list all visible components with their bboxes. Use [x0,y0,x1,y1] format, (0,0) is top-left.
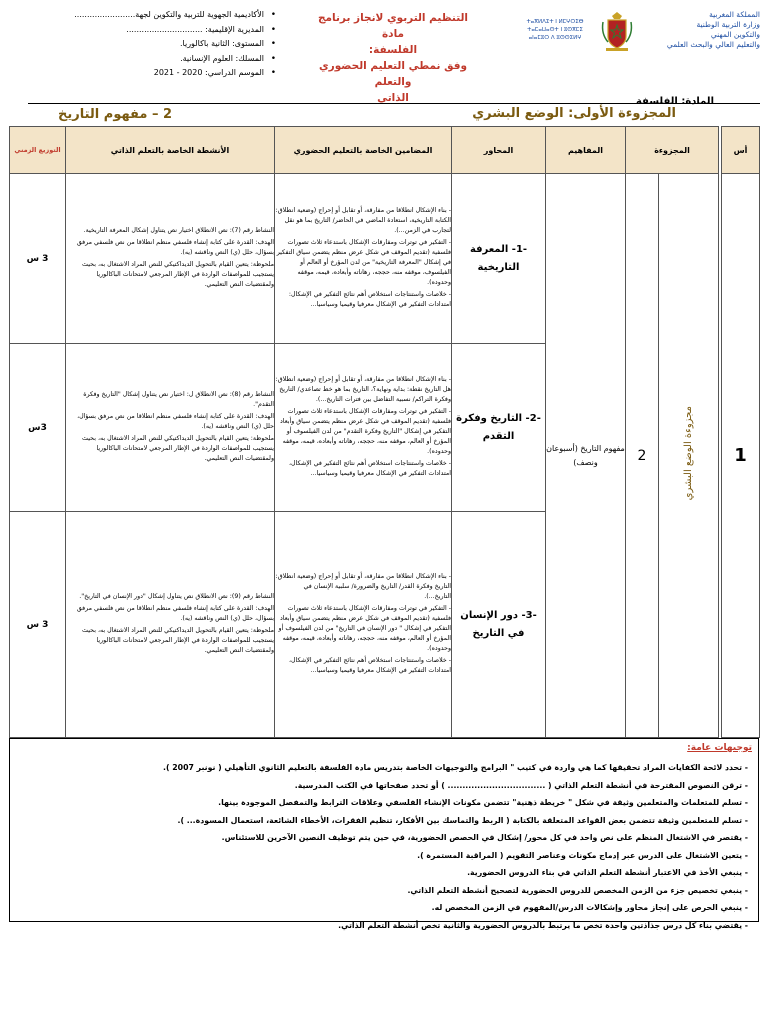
header-info-list [20,8,278,81]
coat-of-arms-icon [600,8,634,52]
guidance-item: - ينبغي تخصيص جزء من الزمن المخصص للدروس الحضورية لتصحيح أنشطة التعلم الذاتي. [407,885,748,895]
header-activities: الأنشطة الخاصة بالتعلم الذاتي [66,127,275,174]
activity-cell [66,512,275,738]
activity-paragraph: ملحوظة: يتعين القيام بالتحويل الديداكتيكي للنص المراد الاشتغال به، بحيث يستجيب للمواصفات الواردة في الإطار المرجعي لامتحانات الباكالوريا ولمقتضيات النص التعليمي. [82,434,274,462]
content-paragraph: - خلاصات واستنتاجات استخلاص أهم نتائج التفكير في الإشكال، امتدادات التفكير في الإشكال معرفيا وقيميا وسياسيا... [288,656,451,674]
content-paragraph: - التفكير في توترات ومفارقات الإشكال باستدعاء ثلاث تصورات فلسفية (تقديم الموقف في شكل عرض منظم يتضمن سياق التفكير في إشكال "المعرفة التاريخية" من لدن المؤرخ أو العالم أو الفيلسوف، موقفه منه، حججه، رهاناته وأبعاده، قيمه، موقفه وحدوده). [276,238,451,286]
document-title [308,10,478,106]
header-time: التوزيع الزمني [10,127,66,174]
content-paragraph: - خلاصات واستنتاجات استخلاص أهم نتائج التفكير في الإشكال، امتدادات التفكير في الإشكال معرفيا وقيميا وسياسيا... [288,459,451,477]
ministry-line: المملكة المغربية [709,10,760,19]
info-academy: • الأكاديمية الجهوية للتربية والتكوين لجهة........................ [20,8,278,23]
subject-label: المادة: الفلسفة [635,96,714,107]
guidance-item: - يقتضي بناء كل درس جذاذتين واحدة تخص ما يرتبط بالدروس الحضورية والثانية تخص أنشطة التعلم الذاتي. [338,920,748,930]
header-spacer [719,127,722,174]
content-paragraph: - بناء الإشكال انطلاقا من مفارقة، أو تقابل أو إحراج (وضعية انطلاق: هل التاريخ نقطة: بداية ونهاية؟، التاريخ بما هو خط تصاعدي/ التاريخ وفكرة التراكم/ نسبية التفاضل بين فترات التاريخ...). [275,375,451,403]
info-season: • الموسم الدراسي: 2020 - 2021 [20,66,278,81]
header-week: أس [722,127,760,174]
module-label: مجزوءة الوضع البشري [683,406,695,501]
info-track: • المسلك: العلوم الإنسانية. [20,52,278,67]
content-cell [275,174,452,344]
activity-paragraph: ملحوظة: يتعين القيام بالتحويل الديداكتيكي للنص المراد الاشتغال به، بحيث يستجيب للمواصفات الواردة في الإطار المرجعي لامتحانات الباكالوريا ولمقتضيات النص التعليمي. [82,626,274,654]
axis-cell: -3- دور الإنسان في التاريخ [452,512,546,738]
title-line: الذاتي [377,92,409,104]
guidance-item: - ينبغي الحرص على إنجاز محاور وإشكالات الدرس/المفهوم في الزمن المخصص له. [431,903,748,912]
activity-paragraph: الهدف: القدرة على كتابة إنشاء فلسفي منظم انطلاقا من نص فلسفي مرفق بسؤال، حلل (ي) النص وناقشه (يه). [76,238,274,256]
header-module: المجزوءة [626,127,719,174]
time-cell: 3 س [10,512,66,738]
lesson-title: 2 – مفهوم التاريخ [58,107,173,122]
time-cell: 3 س [10,174,66,344]
guidance-item: - ينبغي الأخذ في الاعتبار أنشطة التعلم الذاتي في بناء الدروس الحضورية. [467,868,748,877]
guidance-item: - ترقن النصوص المقترحة في أنشطة التعلم الذاتي ( ................................. ) أو تحدد صفحاتها في الكتب المدرسية. [294,780,748,790]
module-cell [659,174,719,738]
activity-paragraph: النشاط رقم (7): نص الانطلاق اختيار نص يتناول إشكال المعرفة التاريخية. [83,226,274,234]
content-paragraph: - بناء الإشكال انطلاقا من مفارقة، أو تقابل أو إحراج (وضعية انطلاق: التاريخ وفكرة القدر/ التاريخ والضرورة/ سلبية الإنسان في التاريخ...). [275,572,451,600]
activity-paragraph: ملحوظة: يتعين القيام بالتحويل الديداكتيكي للنص المراد الاشتغال به، بحيث يستجيب للمواصفات الواردة في الإطار المرجعي لامتحانات الباكالوريا ولمقتضيات النص التعليمي. [82,260,274,288]
guidance-item: - يقتصر في الاشتغال المنظم على نص واحد في كل محور/ إشكال في الحصص الحضورية، في حين يتم توظيف النصين الآخرين للاستئناس. [221,833,748,842]
module-title: المجزوءة الأولى: الوضع البشري [472,106,676,121]
info-directorate: • المديرية الإقليمية: .............................. [20,23,278,38]
week-number: 1 [722,174,760,738]
title-line: الفلسفة: [368,44,418,56]
ministry-line: وزارة التربية الوطنية [696,20,760,29]
axis-cell: -2- التاريخ وفكرة التقدم [452,344,546,512]
tifinagh-line: ⵜⴰⴳⵍⴷⵉⵜ ⵏ ⵍⵎⵖⵔⵉⴱ [526,19,584,25]
time-cell: 3س [10,344,66,512]
content-paragraph: - بناء الإشكال انطلاقا من مفارقة، أو تقابل أو إحراج (وضعية انطلاق: الكتابة التاريخية، استعادة الماضي في الحاضر/ التاريخ بما هو نقل لتجارب في الزمن...). [275,206,451,234]
activity-paragraph: الهدف: القدرة على كتابة إنشاء فلسفي منظم انطلاقا من نص مرفق بسؤال، حلل (ي) النص وناقشه (يه). [77,412,274,430]
guidance-title: توجيهات عامة: [687,743,752,753]
ministry-line: والتعليم العالي والبحث العلمي [666,40,760,49]
divider [28,103,760,104]
table-header-row [10,127,760,174]
header-concepts: المفاهيم [546,127,626,174]
concept-cell: مفهوم التاريخ (أسبوعان ونصف) [546,174,626,738]
guidance-item: - يتعين الاشتغال على الدرس عبر إدماج مكونات وعناصر التقويم ( المراقبة المستمرة ). [417,850,748,860]
activity-cell [66,344,275,512]
guidance-item: - تسلم للمتعلمين وثيقة تتضمن بعض القواعد المتعلقة بالكتابة ( الربط والتماسك بين الأفكار، تنظيم الفقرات، الأخطاء الشائعة، استعمال المسودة... ). [177,815,748,825]
planning-table [9,126,760,738]
ministry-line: والتكوين المهني [710,30,760,39]
module-number: 2 [626,174,659,738]
table-row [10,174,760,344]
activity-paragraph: الهدف: القدرة على كتابة إنشاء فلسفي منظم انطلاقا من نص فلسفي مرفق بسؤال، حلل (ي) النص وناقشه (يه). [76,604,274,622]
tifinagh-block [514,18,596,42]
info-level: • المستوى: الثانية باكالوريا. [20,37,278,52]
guidance-item: - تحدد لائحة الكفايات المراد تحقيقها كما هي واردة في كتيب " البرامج والتوجيهات الخاصة بتدريس مادة الفلسفة بالتعليم الثانوي التأهيلي ( نونبر 2007 ). [162,763,748,772]
spacer-cell [719,174,722,738]
title-line: وفق نمطي التعليم الحضوري والتعلم [319,60,467,88]
header-content: المضامين الخاصة بالتعليم الحضوري [275,127,452,174]
content-cell [275,344,452,512]
content-paragraph: - خلاصات واستنتاجات استخلاص أهم نتائج التفكير في الإشكال: امتدادات التفكير في الإشكال معرفيا وقيميا وسياسيا... [288,290,451,308]
general-guidance-box [9,738,759,930]
content-cell [275,512,452,738]
tifinagh-line: ⴰⵏⴰⵎⵓⵔ ⴷ ⵓⵙⵙⵉⵍⵖ [528,35,582,41]
content-paragraph: - التفكير في توترات ومفارقات الإشكال باستدعاء ثلاث تصورات فلسفية (تقديم الموقف في شكل عرض منظم يتضمن سياق وأبعاد التفكير في إشكال " دور الإنسان في التاريخ" من لدن الفيلسوف أو المؤرخ أو العالم، موقفه منه، حججه، رهاناته وأبعاده، قيمه، موقفه وحدوده). [278,604,451,652]
tifinagh-line: ⵜⴰⵎⴰⵡⴰⵙⵜ ⵏ ⵓⵙⴳⵎⵉ [527,27,583,33]
header-axes: المحاور [452,127,546,174]
guidance-item: - تسلم للمتعلمات والمتعلمين وثيقة في شكل " خريطة ذهنية" تتضمن مكونات الإنشاء الفلسفي وعلاقات الترابط والتمفصل الموجودة بينها. [218,798,748,807]
ministry-block [642,10,760,50]
activity-paragraph: النشاط رقم (9): نص الانطلاق نص يتناول إشكال "دور الإنسان في التاريخ". [79,592,274,600]
axis-cell: -1- المعرفة التاريخية [452,174,546,344]
title-line: التنظيم التربوي لانجاز برنامج مادة [317,12,469,40]
activity-cell [66,174,275,344]
activity-paragraph: النشاط رقم (8): نص الانطلاق ل: اختيار نص يتناول إشكال "التاريخ وفكرة التقدم". [83,390,274,408]
content-paragraph: - التفكير في توترات ومفارقات الإشكال باستدعاء ثلاث تصورات فلسفية (تقديم الموقف في شكل عرض منظم يتضمن سياق وأبعاد التفكير في إشكال "التاريخ وفكرة التقدم" من لدن الفيلسوف أو المؤرخ أو العالم، موقفه منه، حججه، رهاناته وأبعاده، قيمه، موقفه وحدوده). [279,407,451,455]
guidance-list [20,759,748,934]
